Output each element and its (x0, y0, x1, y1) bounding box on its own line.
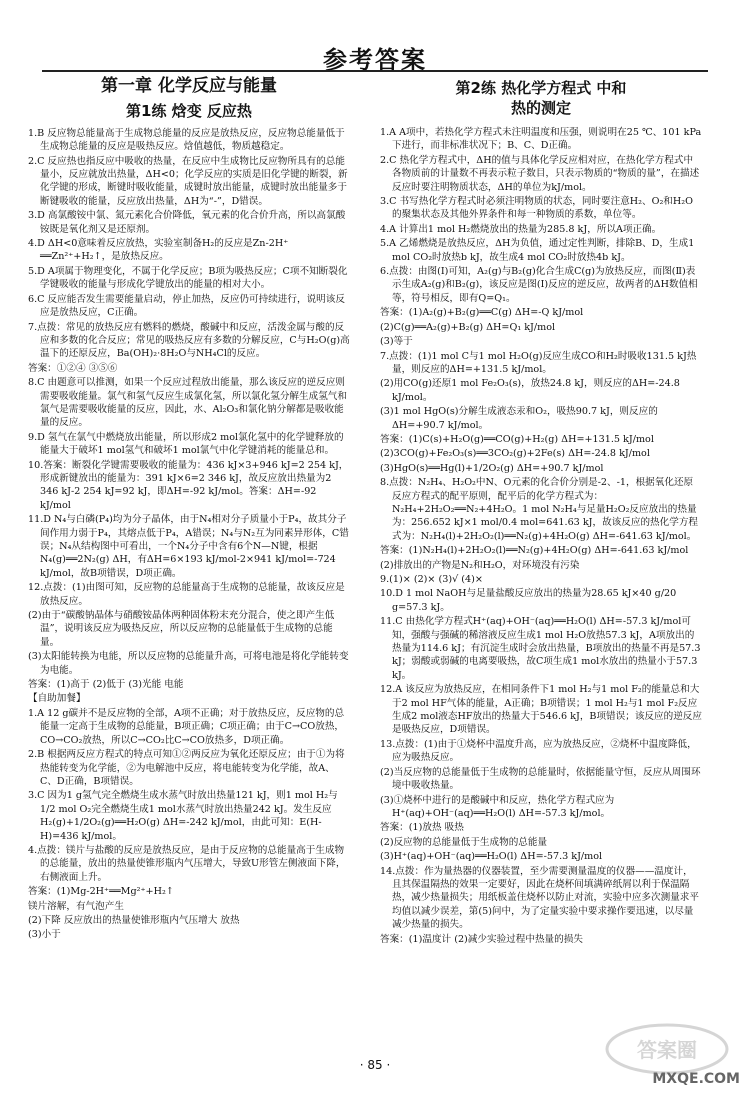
answer-item: 3.D 高氯酸铵中氯、氮元素化合价降低，氧元素的化合价升高，所以高氯酸铵既是氧化剂又是还原剂。 (28, 210, 346, 235)
answer-item: 8.点拨：N₂H₄、H₂O₂中N、O元素的化合价分别是-2、-1，根据氧化还原反应方程式的配平原则，配平后的化学方程式为：N₂H₄+2H₂O₂══N₂+4H₂O。1 mol N₂H₄与足量H₂O₂反应放出的热量为：256.652 kJ×1 mol/0.4 mol=641.63 kJ，故该反应的热化学方程式为：N₂H₄(l)+2H₂O₂(l)══N₂(g)+4H₂O(g) ΔH=-641.63 kJ/mol。 (380, 477, 699, 542)
answer-item: 7.点拨：(1)1 mol C与1 mol H₂O(g)反应生成CO和H₂时吸收131.5 kJ热量，则反应的ΔH=+131.5 kJ/mol。 (380, 350, 697, 375)
right-column (380, 76, 702, 947)
answer-item: (2)反应物的总能量低于生成物的总能量 (380, 836, 548, 848)
answer-item: 3.C 因为1 g氢气完全燃烧生成水蒸气时放出热量121 kJ，则1 mol H₂与1/2 mol O₂完全燃烧生成1 mol水蒸气时放出热量242 kJ。发生反应H₂(g)+1/2O₂(g)══H₂O(g) ΔH=-242 kJ/mol，由此可知：E(H-H)=436 kJ/mol。 (28, 790, 338, 842)
answer-item: (3)等于 (380, 336, 413, 348)
answer-item: 5.D A项属于物理变化，不属于化学反应；B项为吸热反应；C项不知断裂化学键吸收的能量与形成化学键放出的能量的相对大小。 (28, 265, 348, 291)
answer-item: (2)C(g)══A₂(g)+B₂(g) ΔH=Q₁ kJ/mol (380, 321, 556, 333)
section-heading-2-line1: 第2练 热化学方程式 中和 (455, 79, 627, 97)
page-number: · 85 · (359, 1058, 391, 1072)
answer-item: 5.A 乙烯燃烧是放热反应，ΔH为负值，通过定性判断，排除B、D，生成1 mol CO₂时放热b kJ，故生成4 mol CO₂时放热4b kJ。 (380, 238, 695, 263)
answer-item: 8.C 由题意可以推测，如果一个反应过程放出能量，那么该反应的逆反应则需要吸收能量。氯气和氢气反应生成氯化氢，所以氯化氢分解生成氢气和氯气是需要吸收能量的反应，因此，水、Al₂O₃和氯化钠分解都是吸收能量的反应。 (28, 377, 347, 429)
answer-item: 答案：(1)Mg-2H⁺══Mg²⁺+H₂↑ (28, 886, 174, 898)
answer-item: (2)3CO(g)+Fe₂O₃(s)══3CO₂(g)+2Fe(s) ΔH=-24.8 kJ/mol (380, 448, 650, 460)
answer-item: (2)用CO(g)还原1 mol Fe₂O₃(s)，放热24.8 kJ，则反应的ΔH=-24.8 kJ/mol。 (380, 378, 680, 403)
answer-item: 11.D N₄与白磷(P₄)均为分子晶体，由于N₄相对分子质量小于P₄，故其分子间作用力弱于P₄，其熔点低于P₄，A错误；N₄与N₂互为同素异形体，C错误；N₄从结构图中可看出，一个N₄分子中含有6个N—N键，根据N₄(g)══2N₂(g) ΔH，有ΔH=6×193 kJ/mol-2×941 kJ/mol=-724 kJ/mol，故B项错误，D项正确。 (28, 514, 349, 579)
answer-item: 答案：(1)A₂(g)+B₂(g)══C(g) ΔH=-Q kJ/mol (380, 307, 584, 319)
answer-item: 10.D 1 mol NaOH与足量盐酸反应放出的热量为28.65 kJ×40 g/20 g=57.3 kJ。 (380, 588, 677, 613)
answer-item: (3)小于 (28, 929, 61, 941)
section-heading-1: 第1练 焓变 反应热 (126, 102, 252, 121)
answer-item: 答案：(1)C(s)+H₂O(g)══CO(g)+H₂(g) ΔH=+131.5 kJ/mol (380, 433, 654, 445)
chapter-heading: 第一章 化学反应与能量 (101, 76, 277, 96)
answer-item: (3)太阳能转换为电能，所以反应物的总能量升高，可将电池是将化学能转变为电能。 (28, 651, 349, 676)
answer-item: 1.A 12 g碳并不是反应物的全部，A项不正确；对于放热反应，反应物的总能量一定高于生成物的总能量，B项正确；C项正确；由于C→CO放热，CO→CO₂放热，所以C→CO₂比C→CO放热多，D项正确。 (28, 707, 345, 746)
answer-item: 9.D 氢气在氯气中燃烧放出能量，所以形成2 mol氯化氢中的化学键释放的能量大于破坏1 mol氢气和破坏1 mol氯气中化学键消耗的能量总和。 (28, 431, 344, 457)
answer-item: 12.点拨：(1)由图可知，反应物的总能量高于生成物的总能量，故该反应是放热反应。 (28, 582, 345, 607)
answer-item: 2.B 根据两反应方程式的特点可知①②两反应为氧化还原反应；由于①为将热能转变为化学能，②为电解池中反应，将电能转变为化学能，故A、C、D正确，B项错误。 (28, 749, 345, 787)
answer-item: 3.C 书写热化学方程式时必须注明物质的状态，同时要注意H₂、O₂和H₂O的聚集状态及其他外界条件和每一种物质的系数，单位等。 (380, 196, 693, 221)
left-answer-list (28, 127, 350, 942)
answer-item: (3)1 mol HgO(s)分解生成液态汞和O₂，吸热90.7 kJ，则反应的ΔH=+90.7 kJ/mol。 (380, 406, 658, 431)
section-heading-2-line2: 热的测定 (510, 99, 571, 117)
answer-item: 6.点拨：由图(Ⅰ)可知，A₂(g)与B₂(g)化合生成C(g)为放热反应，而图(Ⅱ)表示生成A₂(g)和B₂(g)，该反应是图(Ⅰ)反应的逆反应，故两者的ΔH数值相等，符号相反，即有Q=Q₁。 (380, 266, 698, 304)
watermark-text: MXQE.COM (652, 1071, 740, 1087)
answer-item: 14.点拨：作为量热器的仪器装置，至少需要测量温度的仪器——温度计，且其保温隔热的效果一定要好，因此在烧杯间填满碎纸屑以利于保温隔热，减少热量损失；用纸板盖住烧杯以防止对流，实验中应多次测量求平均值以减少误差，第(5)问中，为了定量实验中要求操作要迅速，以尽量减少热量的损失。 (380, 865, 699, 931)
answer-item: 4.点拨：镁片与盐酸的反应是放热反应，是由于反应物的总能量高于生成物的总能量，放出的热量使锥形瓶内气压增大，导致U形管左侧液面下降，右侧液面上升。 (28, 844, 346, 883)
answer-item: 1.A A项中，若热化学方程式未注明温度和压强，则说明在25 ℃、101 kPa下进行，而非标准状况下；B、C、D正确。 (380, 127, 702, 152)
page-title: 参考答案 (323, 46, 427, 74)
right-answer-list (380, 126, 702, 946)
title-rule (42, 70, 708, 72)
answer-item: 答案：①②④ ③⑤⑥ (28, 362, 118, 374)
answer-item: (3)H⁺(aq)+OH⁻(aq)══H₂O(l) ΔH=-57.3 kJ/mol (380, 851, 603, 863)
answer-item: 2.C 反应热也指反应中吸收的热量，在反应中生成物比反应物所具有的总能量小，反应就放出热量，ΔH<0；化学反应的实质是旧化学键的断裂，新化学键的形成，断键时吸收能量，成键时放出能量，成键时放出能量多于断键吸收的能量，反应放出热量，ΔH为“-”，D错误。 (28, 155, 348, 207)
left-column (28, 76, 350, 943)
answer-item: 4.A 计算出1 mol H₂燃烧放出的热量为285.8 kJ，所以A项正确。 (380, 223, 662, 235)
answer-item: 13.点拨：(1)由于①烧杯中温度升高，应为放热反应，②烧杯中温度降低，应为吸热反应。 (380, 738, 697, 764)
answer-item: (3)HgO(s)══Hg(l)+1/2O₂(g) ΔH=+90.7 kJ/mol (380, 462, 604, 474)
answer-item: 镁片溶解，有气泡产生 (28, 900, 124, 912)
answer-item: 11.C 由热化学方程式H⁺(aq)+OH⁻(aq)══H₂O(l) ΔH=-57.3 kJ/mol可知，强酸与强碱的稀溶液反应生成1 mol H₂O放热57.3 kJ，A项放出的热量为114.6 kJ；有沉淀生成时会放出热量，B项放出的热量不再是57.3 kJ；弱酸或弱碱的电离要吸热，故C项生成1 mol水放出的热量小于57.3 kJ。 (380, 616, 701, 681)
answer-item: 2.C 热化学方程式中，ΔH的值与具体化学反应相对应，在热化学方程式中各物质前的计量数不再表示粒子数目，只表示物质的“物质的量”，在描述反应时要注明物质状态，ΔH的单位为kJ/mol。 (380, 154, 700, 193)
answer-item: 9.(1)× (2)× (3)√ (4)× (380, 574, 483, 585)
answer-item: 4.D ΔH<0意味着反应放热，实验室制备H₂的反应是Zn-2H⁺ ══Zn²⁺+H₂↑，是放热反应。 (28, 238, 289, 263)
answer-item: (2)下降 反应放出的热量使锥形瓶内气压增大 放热 (28, 914, 240, 926)
answer-item: (2)当反应物的总能量低于生成物的总能量时，依据能量守恒，反应从周围环境中吸收热量。 (380, 766, 701, 792)
answer-item: 7.点拨：常见的放热反应有燃料的燃烧，酸碱中和反应，活泼金属与酸的反应和多数的化合反应；常见的吸热反应有多数的分解反应，C与H₂O(g)高温下的还原反应，Ba(OH)₂·8H₂O与NH₄Cl的反应。 (28, 321, 350, 360)
answer-item: (2)由于“碳酸钠晶体与硝酸铵晶体两种固体粉末充分混合，使之即产生低温”，说明该反应为吸热反应，所以反应物的总能量低于生成物的总能量。 (28, 610, 335, 648)
answer-item: 1.B 反应物总能量高于生成物总能量的反应是放热反应，反应物总能量低于生成物总能量的反应是吸热反应。焓值越低，物质越稳定。 (28, 127, 345, 153)
answer-item: 答案：(1)高于 (2)低于 (3)光能 电能 (28, 679, 184, 691)
answer-item: 答案：(1)N₂H₄(l)+2H₂O₂(l)══N₂(g)+4H₂O(g) ΔH=-641.63 kJ/mol (380, 545, 689, 557)
answer-item: 【自助加餐】 (28, 693, 86, 705)
answer-item: (2)排放出的产物是N₂和H₂O，对环境没有污染 (380, 559, 580, 571)
answer-item: (3)①烧杯中进行的是酸碱中和反应，热化学方程式应为H⁺(aq)+OH⁻(aq)══H₂O(l) ΔH=-57.3 kJ/mol。 (380, 794, 615, 819)
svg-text:答案圈: 答案圈 (637, 1038, 697, 1062)
section-heading-2 (380, 78, 702, 118)
answer-item: 答案：(1)温度计 (2)减少实验过程中热量的损失 (380, 933, 583, 945)
answer-item: 6.C 反应能否发生需要能量启动，停止加热，反应仍可持续进行，说明该反应是放热反应，C正确。 (28, 293, 345, 319)
answer-item: 10.答案：断裂化学键需要吸收的能量为：436 kJ×3+946 kJ=2 254 kJ，形成新键放出的能量为：391 kJ×6=2 346 kJ，故反应放出热量为2 346 kJ-2 254 kJ=92 kJ，即ΔH=-92 kJ/mol。答案：ΔH=-92 kJ/mol (28, 459, 349, 511)
answer-item: 12.A 该反应为放热反应，在相同条件下1 mol H₂与1 mol F₂的能量总和大于2 mol HF气体的能量，A正确；B项错误；1 mol H₂与1 mol F₂反应生成2 mol液态HF放出的热量大于546.6 kJ，B项错误；该反应的逆反应是吸热反应，D项错误。 (380, 684, 702, 736)
answer-item: 答案：(1)放热 吸热 (380, 822, 464, 834)
